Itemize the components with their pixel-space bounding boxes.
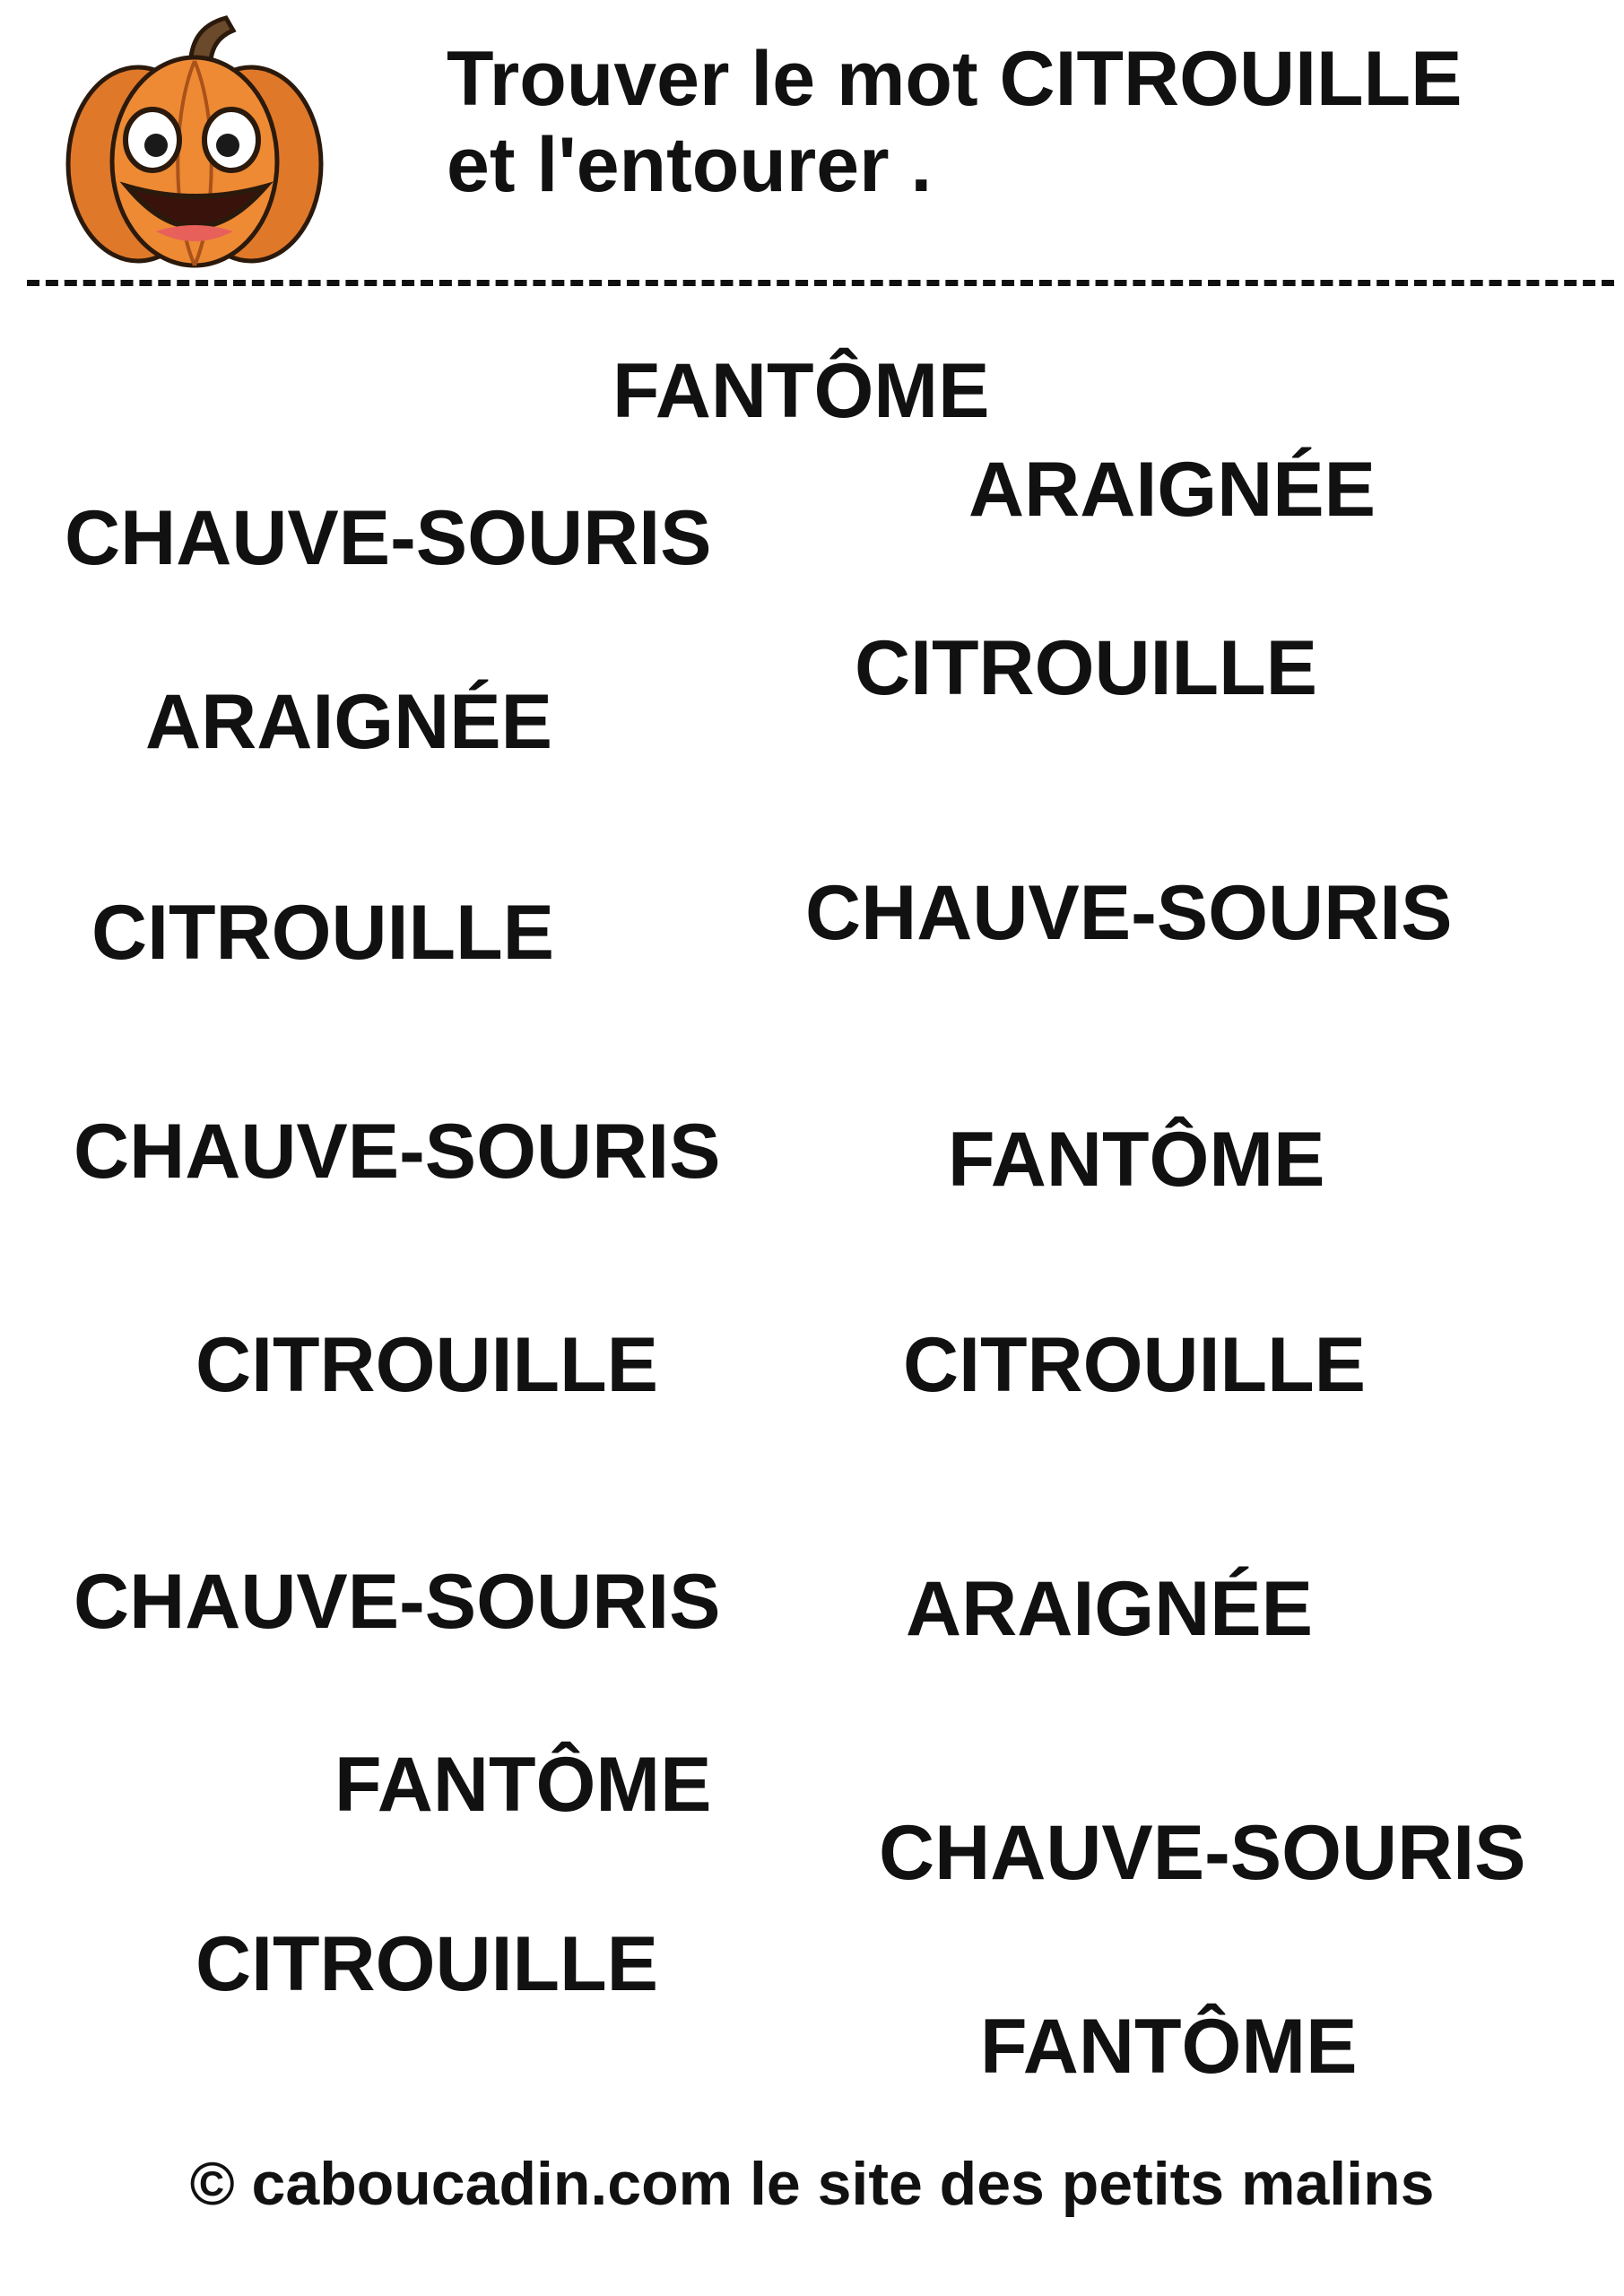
- word-item[interactable]: CHAUVE-SOURIS: [74, 1559, 721, 1645]
- copyright-footer: © caboucadin.com le site des petits malins: [189, 2150, 1435, 2218]
- word-item[interactable]: ARAIGNÉE: [906, 1566, 1313, 1652]
- word-item[interactable]: CITROUILLE: [855, 625, 1317, 711]
- word-item[interactable]: CHAUVE-SOURIS: [879, 1810, 1526, 1896]
- word-item[interactable]: ARAIGNÉE: [145, 679, 552, 765]
- word-item[interactable]: CITROUILLE: [903, 1322, 1366, 1408]
- word-item[interactable]: CHAUVE-SOURIS: [74, 1109, 721, 1195]
- smiling-pumpkin-icon: [56, 7, 334, 276]
- title-line-2: et l'entourer .: [447, 122, 933, 208]
- word-item[interactable]: FANTÔME: [980, 2004, 1358, 2090]
- title-line-1: Trouver le mot CITROUILLE: [447, 36, 1463, 122]
- word-item[interactable]: ARAIGNÉE: [968, 447, 1376, 533]
- dashed-divider: [27, 280, 1614, 286]
- word-item[interactable]: CITROUILLE: [195, 1322, 658, 1408]
- page-title: [447, 36, 1462, 208]
- word-item[interactable]: CITROUILLE: [91, 890, 554, 976]
- word-item[interactable]: FANTÔME: [334, 1742, 712, 1828]
- word-item[interactable]: FANTÔME: [612, 348, 990, 434]
- word-item[interactable]: CHAUVE-SOURIS: [805, 870, 1453, 956]
- word-item[interactable]: CITROUILLE: [195, 1921, 658, 2007]
- word-item[interactable]: FANTÔME: [948, 1117, 1325, 1203]
- word-item[interactable]: CHAUVE-SOURIS: [65, 495, 712, 581]
